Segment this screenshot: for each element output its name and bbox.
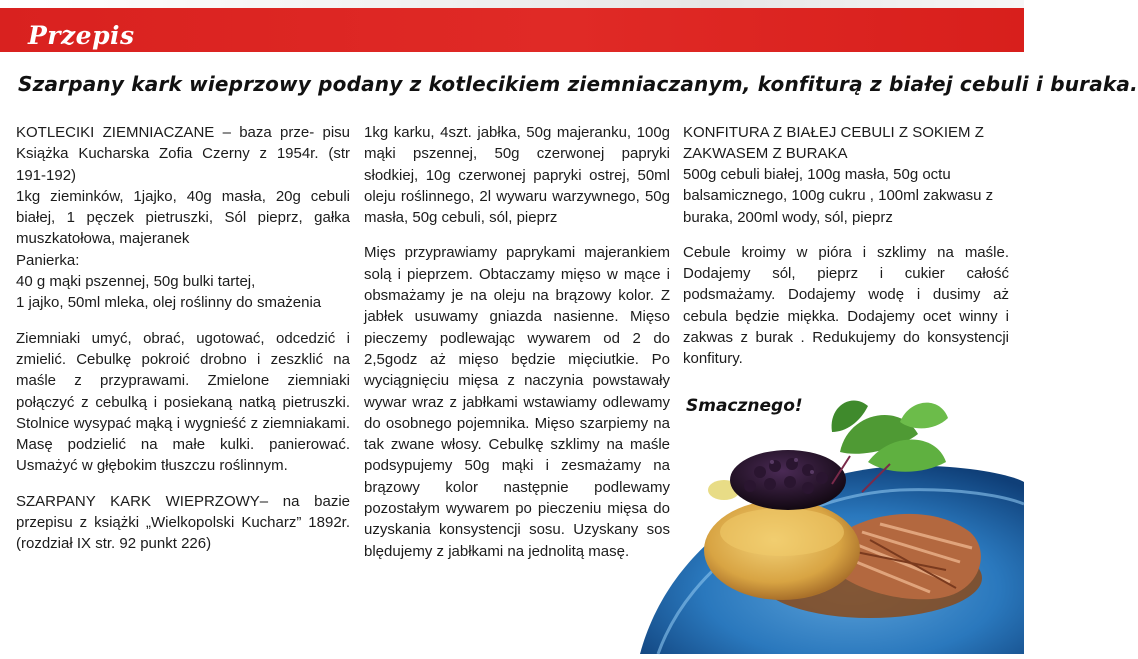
section-title: Przepis bbox=[28, 21, 135, 50]
pork-ingredients: 1kg karku, 4szt. jabłka, 50g majeranku, 100g mąki pszennej, 50g czerwonej papryki słodkiej, 10g czerwonej papryki ostrej, 50ml oleju roślinnego, 2l wywaru warzywnego, 50g masła, 50g cebuli, sól, pieprz bbox=[364, 124, 670, 227]
column-right bbox=[683, 122, 1009, 384]
dish-illustration bbox=[600, 392, 1024, 654]
breading-line-1: 40 g mąki pszennej, 50g bulki tartej, bbox=[16, 273, 256, 291]
column-left bbox=[16, 122, 350, 569]
breading-label: Panierka: bbox=[16, 251, 80, 269]
recipe-headline: Szarpany kark wieprzowy podany z kotlecikiem ziemniaczanym, konfiturą z białej cebuli i buraka. bbox=[18, 72, 1138, 96]
cutlets-title: KOTLECIKI ZIEMNIACZANE – baza prze- pisu Książka Kucharska Zofia Czerny z 1954r. (str 191-192) bbox=[16, 124, 350, 184]
pork-method: Mięs przyprawiamy paprykami majerankiem solą i pieprzem. Obtaczamy mięso w mące i obsmażamy je na oleju na brązowy kolor. Z jabłek usuwamy gniazda nasienne. Mięso pieczemy podlewając wywarem od 2 do 2,5godz aż mięso będzie mięciutkie. Po wyciągnięciu mięsa z naczynia powstawały wywar wraz z jabłkami wstawiamy odlewamy do osobnego pojemnika. Mięso szarpiemy na tak zwane włosy. Cebulkę szklimy na maśle podsypujemy 50g mąki i zesmażamy na brązowy kolor następnie podlewamy pozostałym wywarem po pieczeniu mięsa do uzyskania konsystencji sosu. Uzyskany sos blędujemy z jabłkami na jednolitą masę. bbox=[364, 244, 670, 560]
closing-text: Smacznego! bbox=[686, 396, 803, 416]
section-header bbox=[0, 8, 1024, 52]
jam-ingredients: 500g cebuli białej, 100g masła, 50g octu balsamicznego, 100g cukru , 100ml zakwasu z buraka, 200ml wody, sól, pieprz bbox=[683, 166, 994, 226]
jam-title: KONFITURA Z BIAŁEJ CEBULI Z SOKIEM Z ZAKWASEM Z BURAKA bbox=[683, 124, 984, 162]
breading-line-2: 1 jajko, 50ml mleka, olej roślinny do smażenia bbox=[16, 294, 322, 312]
cutlets-ingredients: 1kg zieminków, 1jajko, 40g masła, 20g cebuli białej, 1 pęczek pietruszki, Sól pieprz, gałka muszkatołowa, majeranek bbox=[16, 187, 350, 248]
pork-title: SZARPANY KARK WIEPRZOWY– na bazie przepisu z książki „Wielkopolski Kucharz” 1892r. (rozdział IX str. 92 punkt 226) bbox=[16, 492, 350, 553]
dish-photo bbox=[600, 392, 1024, 654]
jam-method: Cebule kroimy w pióra i szklimy na maśle. Dodajemy sól, pieprz i cukier całość podsmażamy. Dodajemy wodę i dusimy aż cebula będzie miękka. Dodajemy ocet winny i zakwas z burak . Redukujemy do konsystencji konfitury. bbox=[683, 243, 1009, 368]
cutlets-method: Ziemniaki umyć, obrać, ugotować, odcedzić i zmielić. Cebulkę pokroić drobno i zeszklić na maśle z przyprawami. Zmielone ziemniaki połączyć z cebulką i posiekaną natką pietruszki. Stolnice wysypać mąką i wygnieść z ziemniakami. Masę podzielić na małe kulki. panierować. Usmażyć w głębokim tłuszczu roślinnym. bbox=[16, 329, 350, 475]
